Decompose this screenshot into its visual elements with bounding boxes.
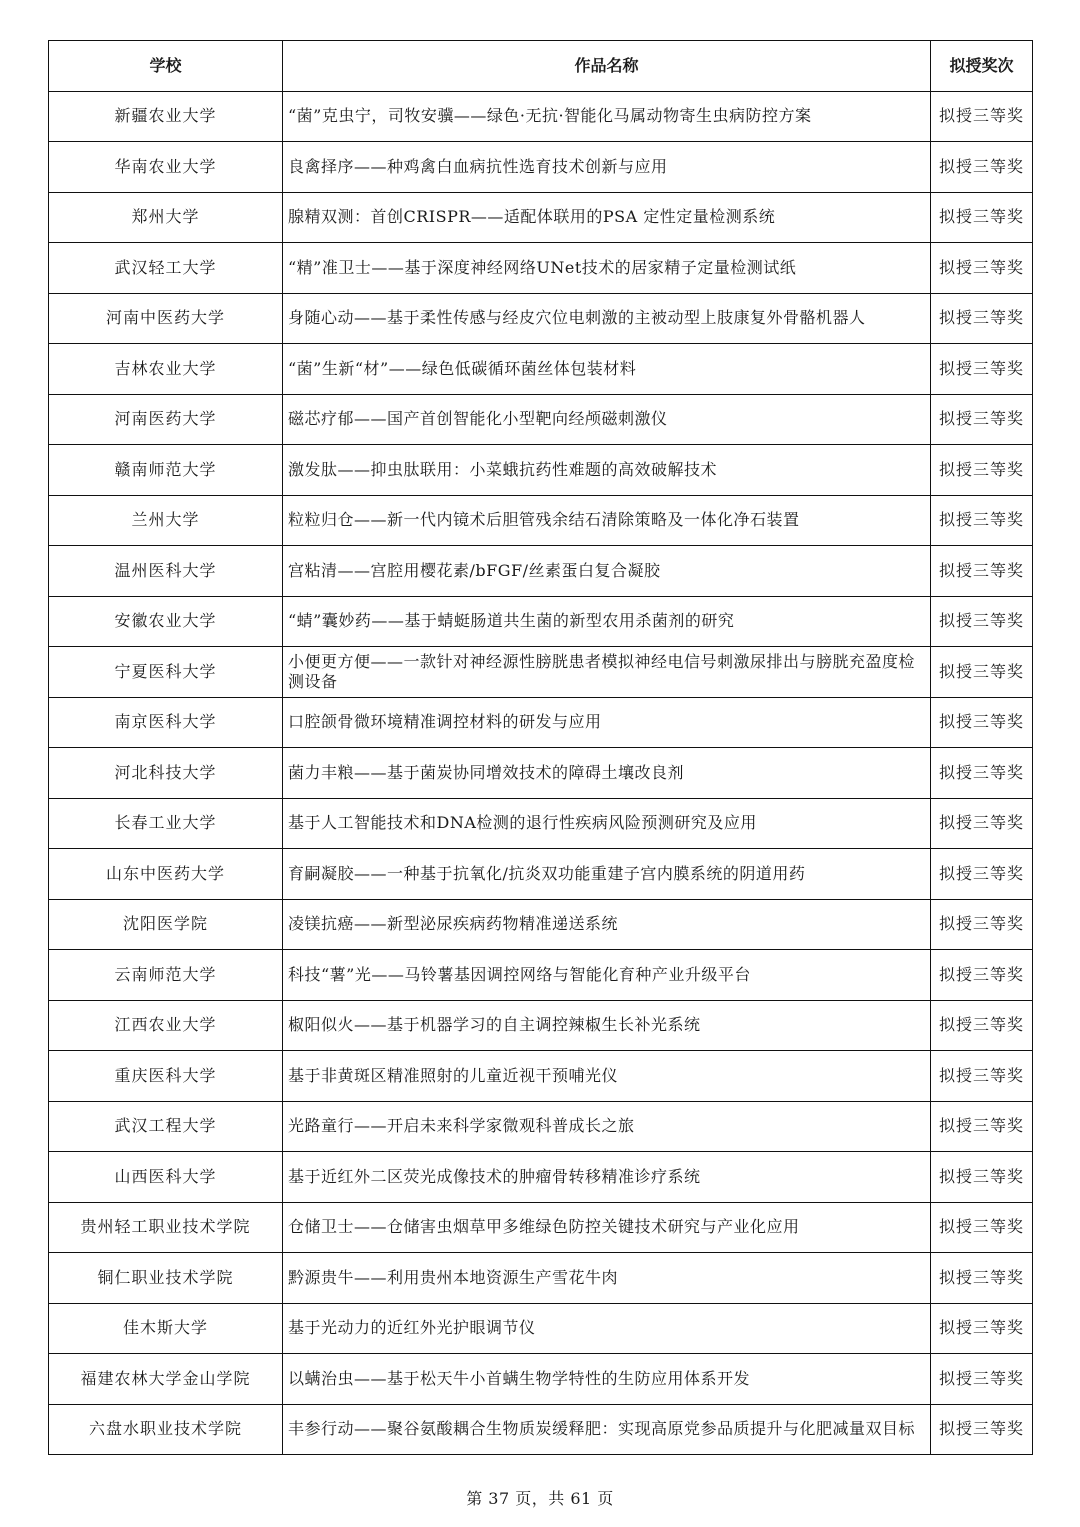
table-row bbox=[49, 647, 1033, 698]
table-row bbox=[49, 899, 1033, 950]
table-row bbox=[49, 798, 1033, 849]
award-cell: 拟授三等奖 bbox=[931, 1303, 1033, 1354]
table-row bbox=[49, 1051, 1033, 1102]
school-cell: 福建农林大学金山学院 bbox=[49, 1354, 283, 1405]
school-cell: 安徽农业大学 bbox=[49, 596, 283, 647]
header-work-title: 作品名称 bbox=[283, 41, 931, 92]
table-row bbox=[49, 849, 1033, 900]
award-cell: 拟授三等奖 bbox=[931, 142, 1033, 193]
school-cell: 重庆医科大学 bbox=[49, 1051, 283, 1102]
school-cell: 山西医科大学 bbox=[49, 1152, 283, 1203]
table-row bbox=[49, 91, 1033, 142]
table-row bbox=[49, 1152, 1033, 1203]
table-header-row bbox=[49, 41, 1033, 92]
award-cell: 拟授三等奖 bbox=[931, 1253, 1033, 1304]
award-cell: 拟授三等奖 bbox=[931, 1152, 1033, 1203]
school-cell: 武汉工程大学 bbox=[49, 1101, 283, 1152]
table-row bbox=[49, 243, 1033, 294]
table-row bbox=[49, 445, 1033, 496]
work-title-cell: 粒粒归仓——新一代内镜术后胆管残余结石清除策略及一体化净石装置 bbox=[283, 495, 931, 546]
school-cell: 新疆农业大学 bbox=[49, 91, 283, 142]
award-cell: 拟授三等奖 bbox=[931, 748, 1033, 799]
table-row bbox=[49, 950, 1033, 1001]
table-row bbox=[49, 344, 1033, 395]
school-cell: 吉林农业大学 bbox=[49, 344, 283, 395]
school-cell: 宁夏医科大学 bbox=[49, 647, 283, 698]
school-cell: 铜仁职业技术学院 bbox=[49, 1253, 283, 1304]
school-cell: 郑州大学 bbox=[49, 192, 283, 243]
award-cell: 拟授三等奖 bbox=[931, 697, 1033, 748]
award-cell: 拟授三等奖 bbox=[931, 91, 1033, 142]
award-cell: 拟授三等奖 bbox=[931, 849, 1033, 900]
table-row bbox=[49, 142, 1033, 193]
table-row bbox=[49, 394, 1033, 445]
award-cell: 拟授三等奖 bbox=[931, 546, 1033, 597]
school-cell: 武汉轻工大学 bbox=[49, 243, 283, 294]
school-cell: 云南师范大学 bbox=[49, 950, 283, 1001]
work-title-cell: 育嗣凝胶——一种基于抗氧化/抗炎双功能重建子宫内膜系统的阴道用药 bbox=[283, 849, 931, 900]
table-row bbox=[49, 1253, 1033, 1304]
school-cell: 河南医药大学 bbox=[49, 394, 283, 445]
work-title-cell: “菌”克虫宁，司牧安骥——绿色·无抗·智能化马属动物寄生虫病防控方案 bbox=[283, 91, 931, 142]
work-title-cell: 宫粘清——宫腔用樱花素/bFGF/丝素蛋白复合凝胶 bbox=[283, 546, 931, 597]
school-cell: 南京医科大学 bbox=[49, 697, 283, 748]
table-row bbox=[49, 495, 1033, 546]
school-cell: 河南中医药大学 bbox=[49, 293, 283, 344]
award-cell: 拟授三等奖 bbox=[931, 596, 1033, 647]
school-cell: 佳木斯大学 bbox=[49, 1303, 283, 1354]
page-footer: 第 37 页，共 61 页 bbox=[466, 1489, 614, 1508]
award-cell: 拟授三等奖 bbox=[931, 394, 1033, 445]
table-row bbox=[49, 697, 1033, 748]
awards-table bbox=[48, 40, 1033, 1455]
work-title-cell: 口腔颌骨微环境精准调控材料的研发与应用 bbox=[283, 697, 931, 748]
table-row bbox=[49, 546, 1033, 597]
work-title-cell: 基于光动力的近红外光护眼调节仪 bbox=[283, 1303, 931, 1354]
work-title-cell: 小便更方便——一款针对神经源性膀胱患者模拟神经电信号刺激尿排出与膀胱充盈度检测设备 bbox=[283, 647, 931, 698]
award-cell: 拟授三等奖 bbox=[931, 1051, 1033, 1102]
table-row bbox=[49, 1000, 1033, 1051]
award-cell: 拟授三等奖 bbox=[931, 899, 1033, 950]
work-title-cell: 以螨治虫——基于松天牛小首螨生物学特性的生防应用体系开发 bbox=[283, 1354, 931, 1405]
work-title-cell: 光路童行——开启未来科学家微观科普成长之旅 bbox=[283, 1101, 931, 1152]
work-title-cell: “菌”生新“材”——绿色低碳循环菌丝体包装材料 bbox=[283, 344, 931, 395]
table-row bbox=[49, 748, 1033, 799]
school-cell: 江西农业大学 bbox=[49, 1000, 283, 1051]
award-cell: 拟授三等奖 bbox=[931, 1101, 1033, 1152]
work-title-cell: 激发肽——抑虫肽联用：小菜蛾抗药性难题的高效破解技术 bbox=[283, 445, 931, 496]
award-cell: 拟授三等奖 bbox=[931, 647, 1033, 698]
award-cell: 拟授三等奖 bbox=[931, 445, 1033, 496]
school-cell: 长春工业大学 bbox=[49, 798, 283, 849]
work-title-cell: “精”准卫士——基于深度神经网络UNet技术的居家精子定量检测试纸 bbox=[283, 243, 931, 294]
work-title-cell: 磁芯疗郁——国产首创智能化小型靶向经颅磁刺激仪 bbox=[283, 394, 931, 445]
table-row bbox=[49, 596, 1033, 647]
table-row bbox=[49, 1303, 1033, 1354]
table-row bbox=[49, 1202, 1033, 1253]
award-cell: 拟授三等奖 bbox=[931, 1404, 1033, 1455]
table-body bbox=[49, 91, 1033, 1455]
award-cell: 拟授三等奖 bbox=[931, 293, 1033, 344]
school-cell: 六盘水职业技术学院 bbox=[49, 1404, 283, 1455]
table-row bbox=[49, 1354, 1033, 1405]
award-cell: 拟授三等奖 bbox=[931, 344, 1033, 395]
award-cell: 拟授三等奖 bbox=[931, 950, 1033, 1001]
work-title-cell: “蜻”囊妙药——基于蜻蜓肠道共生菌的新型农用杀菌剂的研究 bbox=[283, 596, 931, 647]
school-cell: 华南农业大学 bbox=[49, 142, 283, 193]
award-cell: 拟授三等奖 bbox=[931, 1202, 1033, 1253]
table-row bbox=[49, 293, 1033, 344]
work-title-cell: 基于人工智能技术和DNA检测的退行性疾病风险预测研究及应用 bbox=[283, 798, 931, 849]
award-cell: 拟授三等奖 bbox=[931, 1000, 1033, 1051]
table-row bbox=[49, 1101, 1033, 1152]
school-cell: 沈阳医学院 bbox=[49, 899, 283, 950]
work-title-cell: 黔源贵牛——利用贵州本地资源生产雪花牛肉 bbox=[283, 1253, 931, 1304]
school-cell: 兰州大学 bbox=[49, 495, 283, 546]
school-cell: 贵州轻工职业技术学院 bbox=[49, 1202, 283, 1253]
work-title-cell: 腺精双测：首创CRISPR——适配体联用的PSA 定性定量检测系统 bbox=[283, 192, 931, 243]
work-title-cell: 身随心动——基于柔性传感与经皮穴位电刺激的主被动型上肢康复外骨骼机器人 bbox=[283, 293, 931, 344]
work-title-cell: 仓储卫士——仓储害虫烟草甲多维绿色防控关键技术研究与产业化应用 bbox=[283, 1202, 931, 1253]
header-award: 拟授奖次 bbox=[931, 41, 1033, 92]
table-row bbox=[49, 192, 1033, 243]
school-cell: 河北科技大学 bbox=[49, 748, 283, 799]
awards-sheet bbox=[48, 40, 1032, 1455]
work-title-cell: 丰参行动——聚谷氨酸耦合生物质炭缓释肥：实现高原党参品质提升与化肥减量双目标 bbox=[283, 1404, 931, 1455]
award-cell: 拟授三等奖 bbox=[931, 798, 1033, 849]
table-row bbox=[49, 1404, 1033, 1455]
work-title-cell: 菌力丰粮——基于菌炭协同增效技术的障碍土壤改良剂 bbox=[283, 748, 931, 799]
school-cell: 山东中医药大学 bbox=[49, 849, 283, 900]
work-title-cell: 椒阳似火——基于机器学习的自主调控辣椒生长补光系统 bbox=[283, 1000, 931, 1051]
work-title-cell: 良禽择序——种鸡禽白血病抗性选育技术创新与应用 bbox=[283, 142, 931, 193]
work-title-cell: 科技“薯”光——马铃薯基因调控网络与智能化育种产业升级平台 bbox=[283, 950, 931, 1001]
award-cell: 拟授三等奖 bbox=[931, 192, 1033, 243]
work-title-cell: 凌镁抗癌——新型泌尿疾病药物精准递送系统 bbox=[283, 899, 931, 950]
award-cell: 拟授三等奖 bbox=[931, 1354, 1033, 1405]
award-cell: 拟授三等奖 bbox=[931, 495, 1033, 546]
award-cell: 拟授三等奖 bbox=[931, 243, 1033, 294]
work-title-cell: 基于非黄斑区精准照射的儿童近视干预哺光仪 bbox=[283, 1051, 931, 1102]
school-cell: 赣南师范大学 bbox=[49, 445, 283, 496]
header-school: 学校 bbox=[49, 41, 283, 92]
school-cell: 温州医科大学 bbox=[49, 546, 283, 597]
work-title-cell: 基于近红外二区荧光成像技术的肿瘤骨转移精准诊疗系统 bbox=[283, 1152, 931, 1203]
